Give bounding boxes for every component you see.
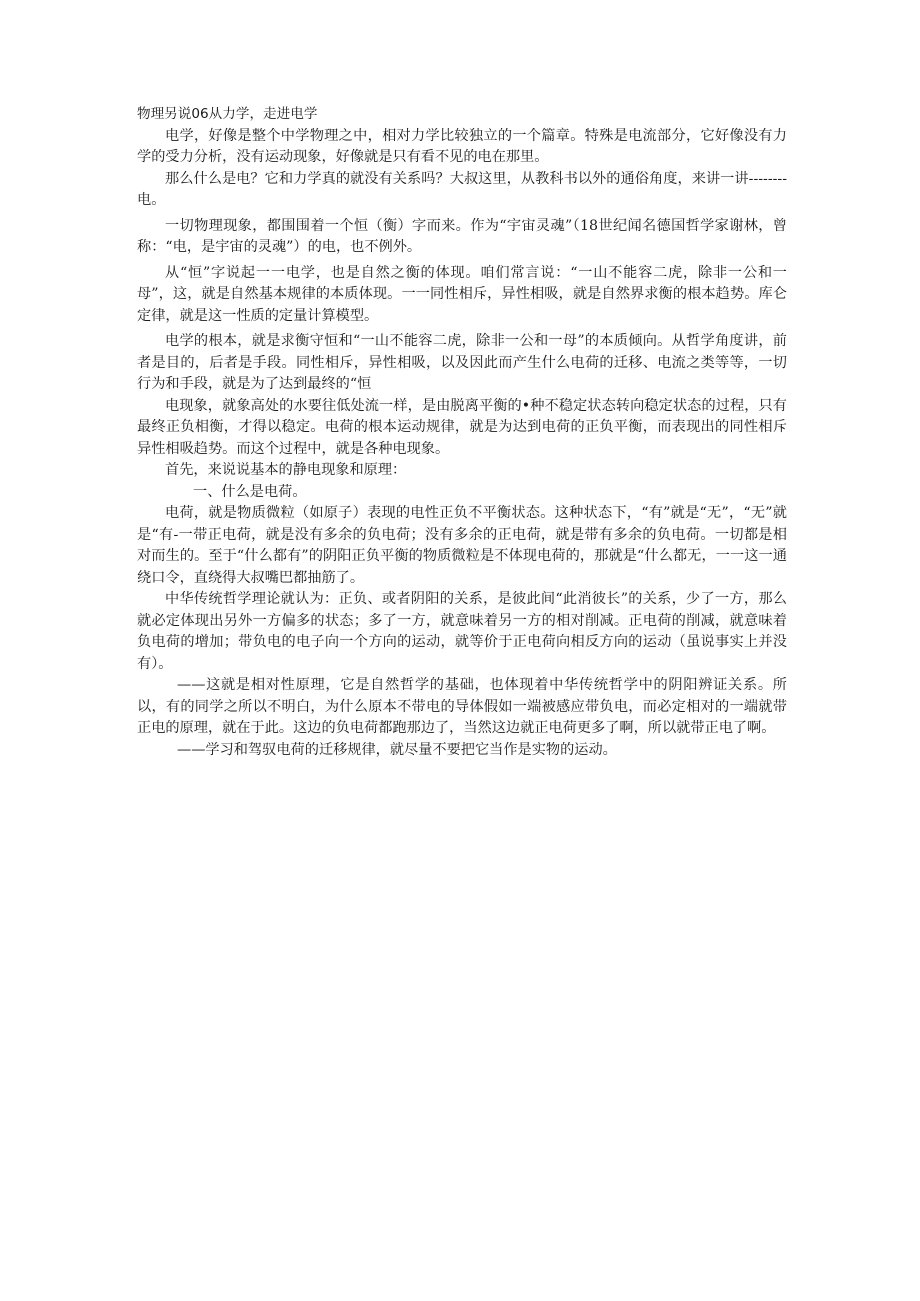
- paragraph-charge-definition: 电荷，就是物质微粒（如原子）表现的电性正负不平衡状态。这种状态下，“有”就是“无”，“无”就是“有-一带正电荷，就是没有多余的负电荷；没有多余的正电荷，就是带有多余的负电荷。一切都是相对而生的。至于“什么都有”的阴阳正负平衡的物质微粒是不体现电荷的，那就是“什么都无，一一这一通绕口令，直绕得大叔嘴巴都抽筋了。: [137, 505, 787, 586]
- paragraph-chinese-philosophy: 中华传统哲学理论就认为：正负、或者阴阳的关系，是彼此间“此消彼长”的关系，少了一方，那么就必定体现出另外一方偏多的状态；多了一方，就意味着另一方的相对削减。正电荷的削减，就意味着负电荷的增加；带负电的电子向一个方向的运动，就等价于正电荷向相反方向的运动（虽说事实上并没有）。: [137, 591, 787, 672]
- paragraph-phenomena: 电现象，就象高处的水要往低处流一样，是由脱离平衡的•种不稳定状态转向稳定状态的过程，只有最终正负相衡，才得以稳定。电荷的根本运动规律，就是为达到电荷的正负平衡，而表现出的同性相斥异性相吸趋势。而这个过程中，就是各种电现象。: [137, 397, 787, 457]
- paragraph-heng-explained: 从“恒”字说起一一电学，也是自然之衡的体现。咱们常言说：“一山不能容二虎，除非一公和一母”，这，就是自然基本规律的本质体现。一一同性相斥，异性相吸，就是自然界求衡的根本趋势。库仑定律，就是这一性质的定量计算模型。: [137, 264, 787, 324]
- paragraph-statics-intro: 首先，来说说基本的静电现象和原理：: [165, 462, 407, 478]
- paragraph-heng: 一切物理现象，都围围着一个恒（衡）字而来。作为“宇宙灵魂”（18世纪闻名德国哲学家谢林，曾称：“电，是宇宙的灵魂”）的电，也不例外。: [137, 217, 787, 255]
- paragraph-migration-rule: ——学习和驾驭电荷的迁移规律，就尽量不要把它当作是实物的运动。: [177, 741, 617, 758]
- document-title: 物理另说06从力学，走进电学: [137, 106, 318, 122]
- paragraph-relativity-principle: ——这就是相对性原理，它是自然哲学的基础，也体现着中华传统哲学中的阴阳辨证关系。所以，有的同学之所以不明白，为什么原本不带电的导体假如一端被感应带负电，而必定相对的一端就带正电的原理，就在于此。这边的负电荷都跑那边了，当然这边就正电荷更多了啊，所以就带正电了啊。: [137, 677, 787, 736]
- paragraph-intro: 电学，好像是整个中学物理之中，相对力学比较独立的一个篇章。特殊是电流部分，它好像没有力学的受力分析，没有运动现象，好像就是只有看不见的电在那里。: [137, 127, 787, 165]
- document-body: [137, 104, 787, 761]
- paragraph-fundamentals: 电学的根本，就是求衡守恒和“一山不能容二虎，除非一公和一母”的本质倾向。从哲学角度讲，前者是目的，后者是手段。同性相斥，异性相吸，以及因此而产生什么电荷的迁移、电流之类等等，一切行为和手段，就是为了达到最终的“恒: [137, 333, 787, 392]
- section-heading-what-is-charge: 一、什么是电荷。: [193, 483, 307, 500]
- paragraph-question: 那么什么是电？它和力学真的就没有关系吗？大叔这里，从教科书以外的通俗角度，来讲一讲--------电。: [137, 170, 787, 208]
